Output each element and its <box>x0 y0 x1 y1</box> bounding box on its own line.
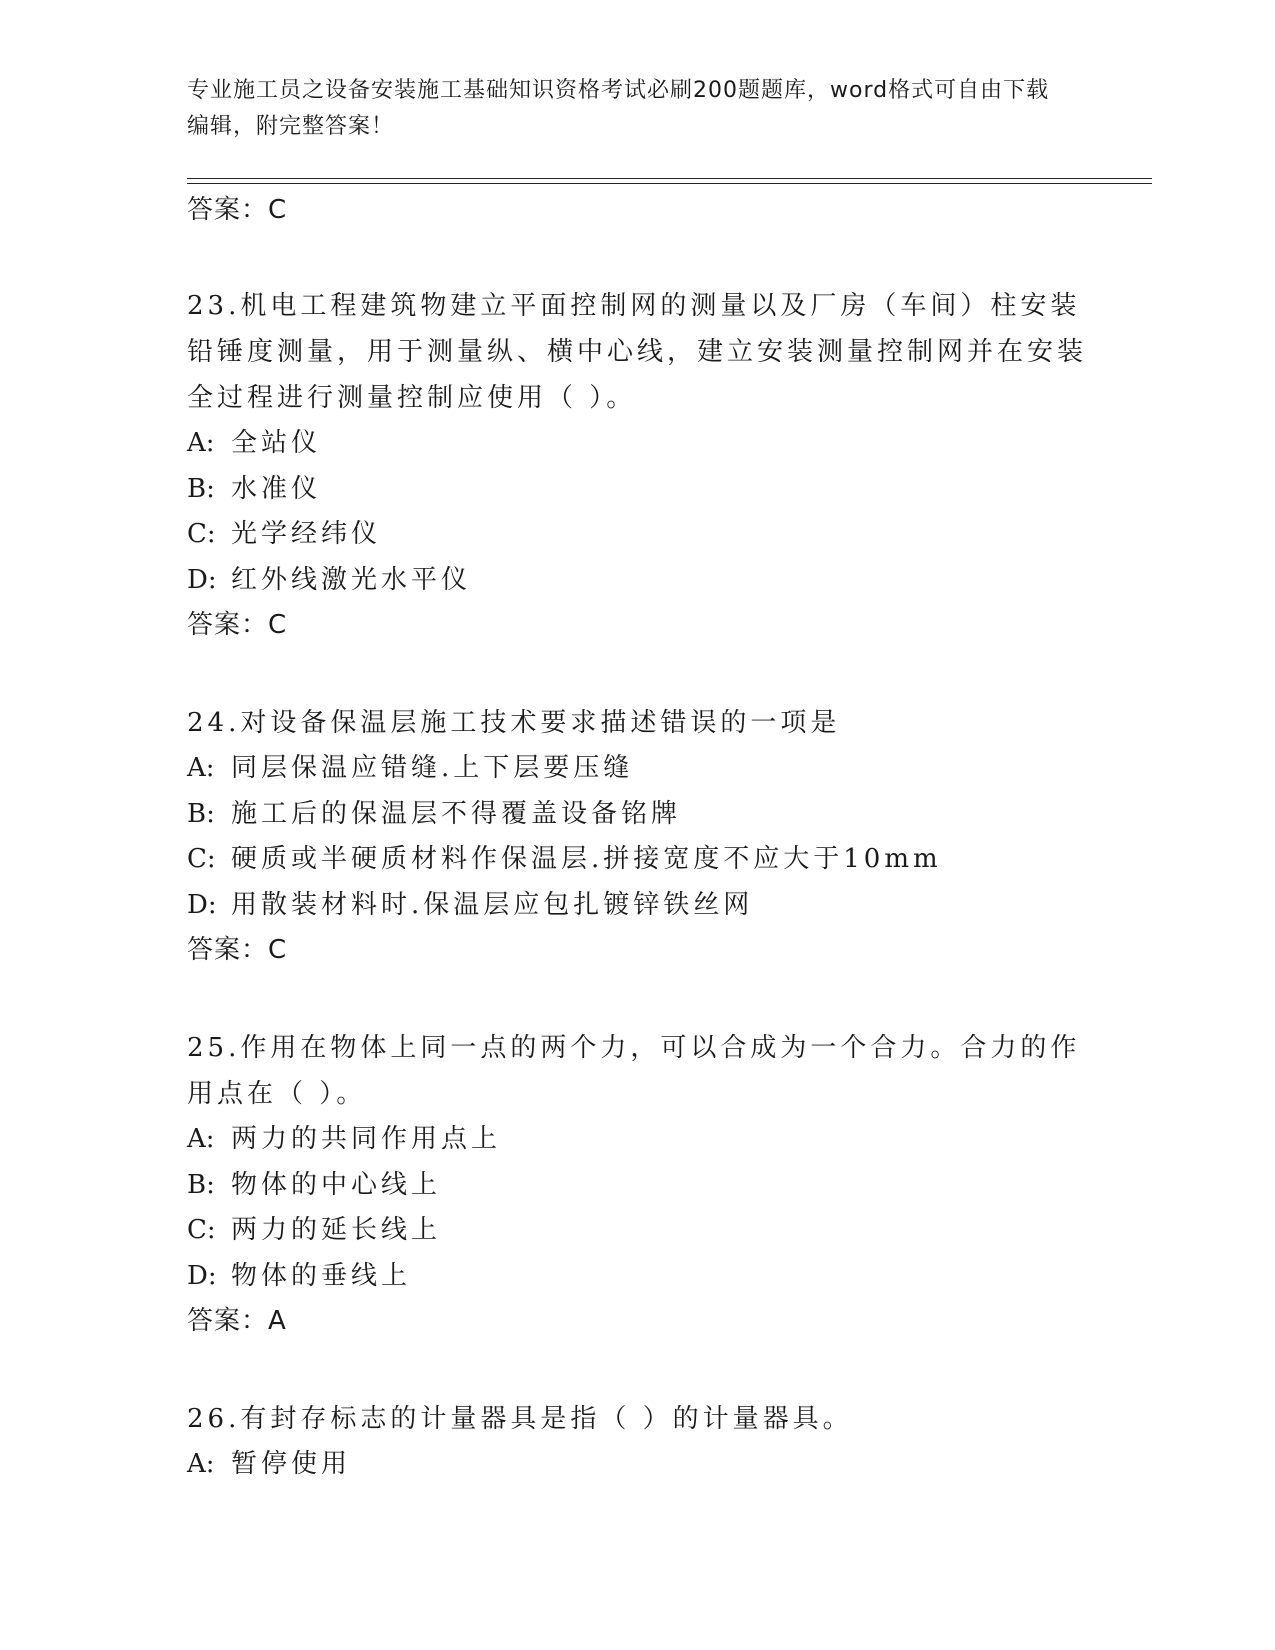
question-stem: 24.对设备保温层施工技术要求描述错误的一项是 <box>187 708 841 738</box>
header-divider-bottom <box>187 183 1152 184</box>
option-letter: D: <box>187 564 217 595</box>
option-text: 同层保温应错缝.上下层要压缝 <box>231 753 634 783</box>
option-a <box>187 421 1087 467</box>
option-letter: A: <box>187 1124 215 1154</box>
question-stem: 23.机电工程建筑物建立平面控制网的测量以及厂房（车间）柱安装铅锤度测量，用于测量纵、横中心线，建立安装测量控制网并在安装全过程进行测量控制应使用（ ）。 <box>187 291 1088 413</box>
option-a <box>187 746 1087 792</box>
question-25 <box>187 1025 1087 1344</box>
option-letter: C: <box>187 1215 216 1245</box>
option-d <box>187 558 1087 604</box>
option-text: 物体的垂线上 <box>231 1260 412 1291</box>
option-text: 硬质或半硬质材料作保温层.拼接宽度不应大于10mm <box>231 844 942 874</box>
option-letter: D: <box>187 1260 217 1291</box>
option-a <box>187 1442 1087 1488</box>
option-text: 两力的延长线上 <box>231 1215 442 1245</box>
option-d <box>187 1254 1087 1300</box>
question-answer: 答案：C <box>187 610 288 640</box>
option-b <box>187 792 1087 838</box>
option-text: 水准仪 <box>231 473 322 504</box>
option-text: 两力的共同作用点上 <box>231 1124 502 1154</box>
option-text: 施工后的保温层不得覆盖设备铭牌 <box>231 798 682 829</box>
previous-answer: 答案：C <box>187 195 288 225</box>
question-stem: 26.有封存标志的计量器具是指（ ）的计量器具。 <box>187 1404 853 1434</box>
question-26 <box>187 1396 1087 1488</box>
option-letter: B: <box>187 798 215 829</box>
option-letter: C: <box>187 844 216 874</box>
option-text: 红外线激光水平仪 <box>231 564 472 595</box>
option-a <box>187 1117 1087 1163</box>
option-text: 暂停使用 <box>231 1449 352 1479</box>
option-text: 用散装材料时.保温层应包扎镀锌铁丝网 <box>231 889 754 920</box>
option-b <box>187 1163 1087 1209</box>
header-divider-top <box>187 178 1152 179</box>
option-letter: B: <box>187 1169 215 1200</box>
question-stem: 25.作用在物体上同一点的两个力，可以合成为一个合力。合力的作用点在（ ）。 <box>187 1033 1081 1109</box>
option-d <box>187 883 1087 929</box>
question-24 <box>187 700 1087 973</box>
option-text: 光学经纬仪 <box>231 519 382 549</box>
option-letter: A: <box>187 1449 215 1479</box>
option-c <box>187 837 1087 883</box>
question-23 <box>187 283 1087 648</box>
option-b <box>187 467 1087 513</box>
question-answer: 答案：C <box>187 935 288 965</box>
option-text: 全站仪 <box>231 428 322 458</box>
question-answer: 答案：A <box>187 1306 287 1336</box>
option-text: 物体的中心线上 <box>231 1169 442 1200</box>
option-c <box>187 512 1087 558</box>
option-c <box>187 1208 1087 1254</box>
document-header: 专业施工员之设备安装施工基础知识资格考试必刷200题题库，word格式可自由下载编辑，附完整答案！ <box>187 78 1050 139</box>
question-list <box>187 188 1087 1540</box>
option-letter: A: <box>187 753 215 783</box>
option-letter: B: <box>187 473 215 504</box>
option-letter: D: <box>187 889 217 920</box>
option-letter: A: <box>187 428 215 458</box>
option-letter: C: <box>187 519 216 549</box>
